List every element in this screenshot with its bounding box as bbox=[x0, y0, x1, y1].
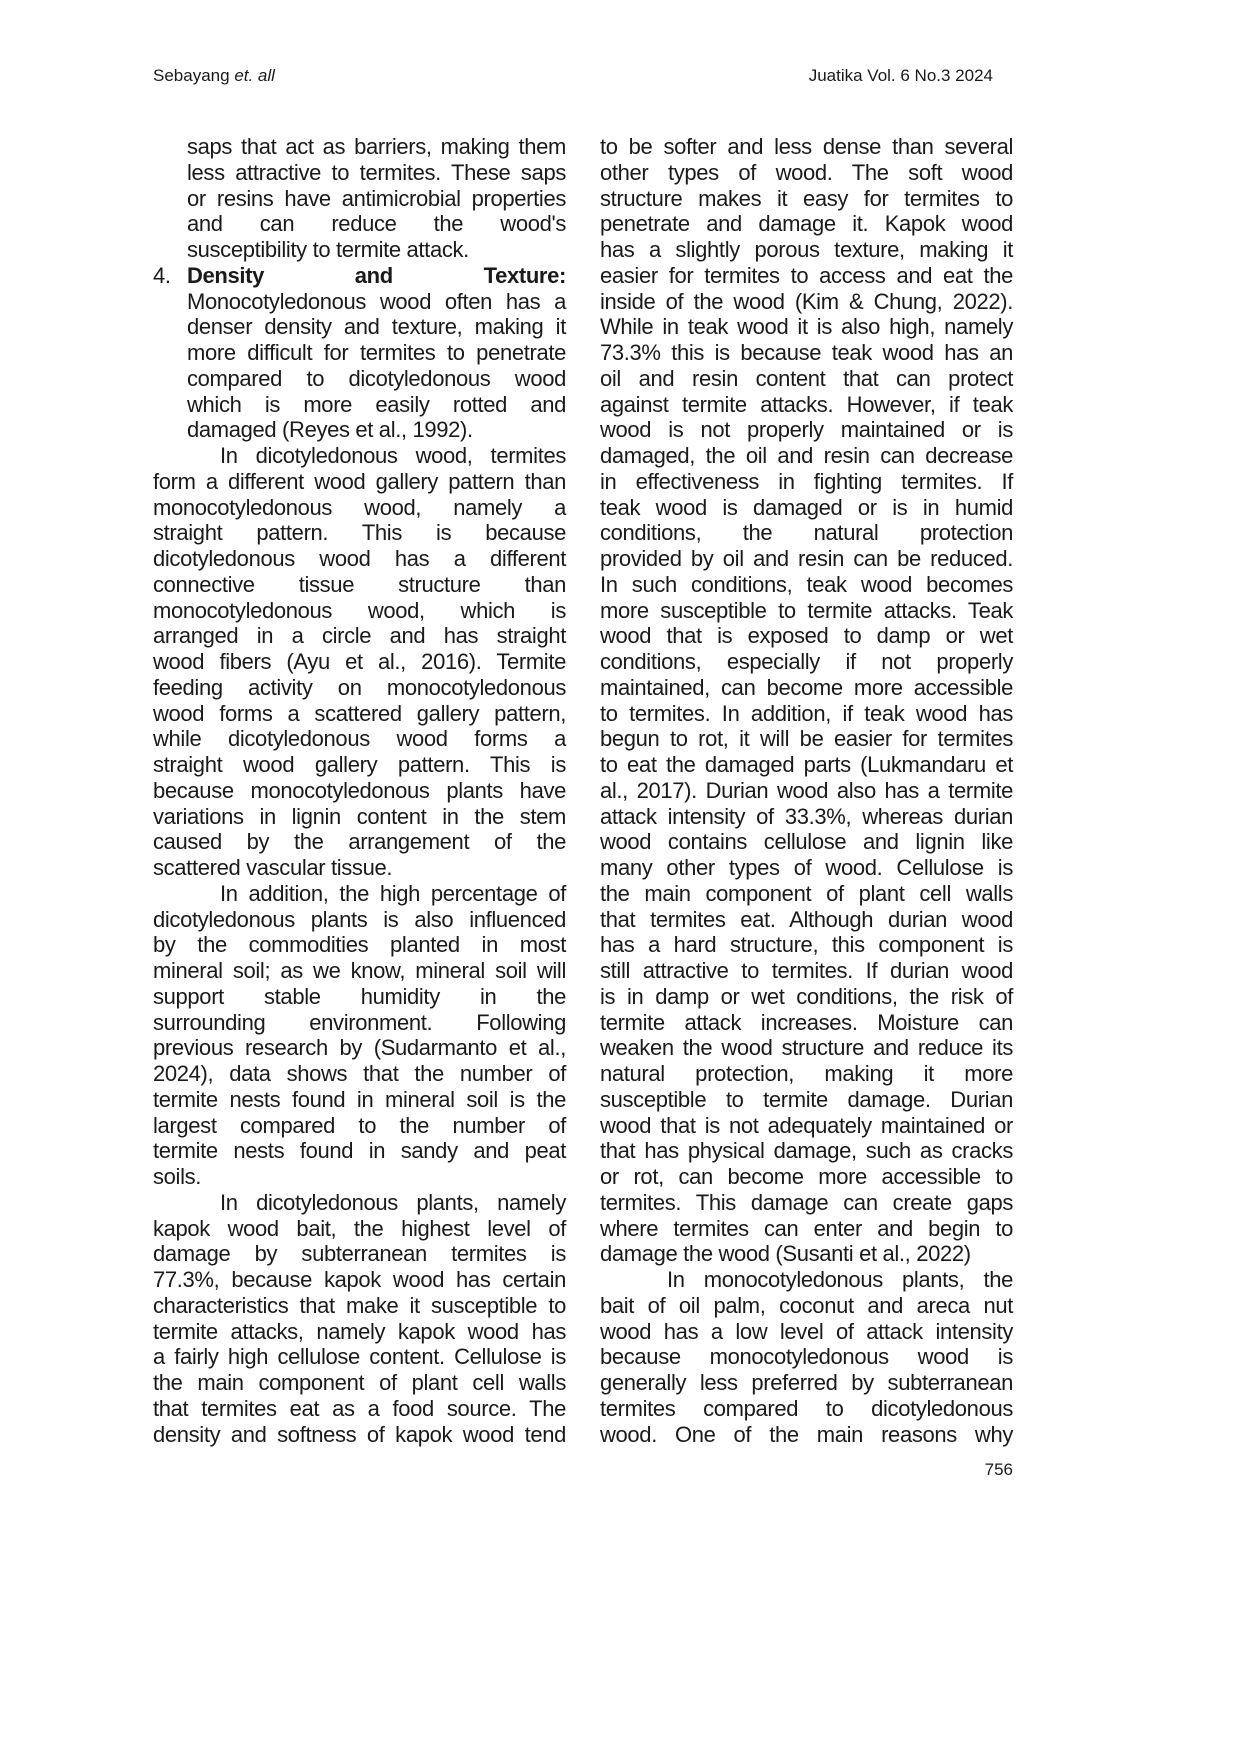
text-line bbox=[600, 932, 1013, 958]
line-text: bait of oil palm, coconut and areca nut bbox=[600, 1292, 1013, 1318]
line-text: more difficult for termites to penetrate bbox=[187, 340, 566, 365]
line-text: by the commodities planted in most bbox=[153, 932, 566, 958]
text-line bbox=[600, 1113, 1013, 1139]
text-line bbox=[153, 726, 566, 752]
line-text: more susceptible to termite attacks. Teak bbox=[600, 597, 1013, 623]
text-line bbox=[153, 417, 566, 443]
line-text: still attractive to termites. If durian wood bbox=[600, 958, 1013, 983]
line-text: generally less preferred by subterranean bbox=[600, 1370, 1013, 1395]
text-line bbox=[153, 443, 566, 469]
text-line bbox=[153, 160, 566, 186]
line-text: teak wood is damaged or is in humid bbox=[600, 494, 1013, 520]
text-line bbox=[600, 598, 1013, 624]
line-text: In addition, the high percentage of bbox=[220, 880, 566, 906]
text-line bbox=[600, 1138, 1013, 1164]
text-line bbox=[600, 1396, 1013, 1422]
line-text: Monocotyledonous wood often has a bbox=[187, 288, 566, 314]
line-text: dicotyledonous plants is also influenced bbox=[153, 906, 566, 932]
line-text: While in teak wood it is also high, namely bbox=[600, 314, 1013, 340]
text-line bbox=[153, 855, 566, 881]
text-line bbox=[153, 958, 566, 984]
text-line bbox=[600, 726, 1013, 752]
line-text: that termites eat. Although durian wood bbox=[600, 906, 1013, 932]
line-text: In dicotyledonous plants, namely bbox=[220, 1189, 566, 1215]
line-text: or resins have antimicrobial properties bbox=[187, 185, 566, 211]
text-line bbox=[153, 1087, 566, 1113]
text-line bbox=[600, 1344, 1013, 1370]
text-line bbox=[600, 314, 1013, 340]
text-line bbox=[153, 1370, 566, 1396]
line-text: because monocotyledonous plants have bbox=[153, 777, 566, 803]
text-line bbox=[153, 649, 566, 675]
line-text: conditions, especially if not properly bbox=[600, 649, 1013, 674]
line-text: soils. bbox=[153, 1164, 202, 1189]
author-suffix: et. all bbox=[234, 66, 275, 85]
text-line bbox=[600, 881, 1013, 907]
text-line bbox=[600, 701, 1013, 727]
text-line bbox=[600, 855, 1013, 881]
text-line bbox=[153, 392, 566, 418]
line-text: has a slightly porous texture, making it bbox=[600, 237, 1013, 262]
line-text: 73.3% this is because teak wood has an bbox=[600, 340, 1013, 365]
text-line bbox=[153, 1061, 566, 1087]
text-line bbox=[600, 392, 1013, 418]
text-line bbox=[153, 1396, 566, 1422]
line-text: inside of the wood (Kim & Chung, 2022). bbox=[600, 288, 1013, 314]
line-text: in effectiveness in fighting termites. If bbox=[600, 468, 1013, 494]
text-line bbox=[153, 520, 566, 546]
text-line bbox=[600, 340, 1013, 366]
text-line bbox=[153, 829, 566, 855]
text-line bbox=[600, 366, 1013, 392]
text-line bbox=[600, 1422, 1013, 1448]
line-text: termites. This damage can create gaps bbox=[600, 1189, 1013, 1215]
line-text: to be softer and less dense than several bbox=[600, 134, 1013, 159]
text-line bbox=[153, 984, 566, 1010]
line-text: monocotyledonous wood, which is bbox=[153, 597, 566, 623]
line-text: is in damp or wet conditions, the risk of bbox=[600, 983, 1013, 1009]
text-line bbox=[153, 495, 566, 521]
text-line bbox=[600, 237, 1013, 263]
paragraph bbox=[153, 443, 566, 881]
text-line bbox=[153, 932, 566, 958]
author-name: Sebayang bbox=[153, 66, 230, 85]
line-text: scattered vascular tissue. bbox=[153, 855, 393, 880]
line-text: maintained, can become more accessible bbox=[600, 674, 1013, 700]
line-text: damage by subterranean termites is bbox=[153, 1241, 566, 1267]
line-text: feeding activity on monocotyledonous bbox=[153, 674, 566, 700]
line-text: wood forms a scattered gallery pattern, bbox=[153, 700, 566, 726]
text-line bbox=[600, 1190, 1013, 1216]
line-text: oil and resin content that can protect bbox=[600, 365, 1013, 391]
line-text: monocotyledonous wood, namely a bbox=[153, 494, 566, 520]
text-line bbox=[153, 1241, 566, 1267]
text-line bbox=[153, 752, 566, 778]
text-line bbox=[600, 572, 1013, 598]
paragraph bbox=[600, 134, 1013, 1267]
text-line bbox=[153, 1293, 566, 1319]
text-line bbox=[600, 778, 1013, 804]
line-text: surrounding environment. Following bbox=[153, 1009, 566, 1035]
text-line bbox=[600, 263, 1013, 289]
line-text: while dicotyledonous wood forms a bbox=[153, 726, 566, 752]
line-text: al., 2017). Durian wood also has a termite bbox=[600, 777, 1013, 803]
line-text: susceptible to termite damage. Durian bbox=[600, 1086, 1013, 1112]
text-line bbox=[600, 804, 1013, 830]
line-text: connective tissue structure than bbox=[153, 571, 566, 597]
text-line bbox=[153, 340, 566, 366]
line-text: denser density and texture, making it bbox=[187, 314, 566, 340]
text-line bbox=[600, 1164, 1013, 1190]
line-text: to termites. In addition, if teak wood has bbox=[600, 700, 1013, 726]
line-text: begun to rot, it will be easier for termites bbox=[600, 726, 1013, 752]
line-text: susceptibility to termite attack. bbox=[187, 237, 469, 262]
text-line bbox=[153, 289, 566, 315]
text-line bbox=[153, 881, 566, 907]
line-text: termites compared to dicotyledonous bbox=[600, 1395, 1013, 1421]
line-text: many other types of wood. Cellulose is bbox=[600, 855, 1013, 880]
text-line bbox=[600, 469, 1013, 495]
line-text: wood. One of the main reasons why bbox=[600, 1421, 1013, 1447]
text-line bbox=[153, 804, 566, 830]
text-line bbox=[153, 701, 566, 727]
text-line bbox=[153, 907, 566, 933]
line-text: to eat the damaged parts (Lukmandaru et bbox=[600, 752, 1013, 777]
text-line bbox=[153, 1319, 566, 1345]
line-text: damage the wood (Susanti et al., 2022) bbox=[600, 1241, 971, 1267]
text-line bbox=[153, 1035, 566, 1061]
line-text: wood is not properly maintained or is bbox=[600, 417, 1013, 443]
text-line bbox=[600, 520, 1013, 546]
line-text: characteristics that make it susceptible to bbox=[153, 1292, 566, 1318]
line-text: where termites can enter and begin to bbox=[600, 1215, 1013, 1241]
text-line bbox=[600, 675, 1013, 701]
line-text: Density and Texture: bbox=[187, 262, 566, 288]
line-text: and can reduce the wood's bbox=[187, 211, 566, 237]
line-text: or rot, can become more accessible to bbox=[600, 1164, 1013, 1189]
text-line bbox=[153, 1164, 566, 1190]
line-text: conditions, the natural protection bbox=[600, 520, 1013, 546]
text-line bbox=[600, 1061, 1013, 1087]
line-text: because monocotyledonous wood is bbox=[600, 1344, 1013, 1370]
text-line bbox=[600, 443, 1013, 469]
line-text: provided by oil and resin can be reduced. bbox=[600, 546, 1013, 571]
line-text: has a hard structure, this component is bbox=[600, 932, 1013, 958]
text-line bbox=[600, 623, 1013, 649]
text-line bbox=[153, 366, 566, 392]
line-text: termite attacks, namely kapok wood has bbox=[153, 1318, 566, 1344]
text-line bbox=[600, 1035, 1013, 1061]
text-line bbox=[153, 598, 566, 624]
text-line bbox=[153, 675, 566, 701]
line-text: previous research by (Sudarmanto et al., bbox=[153, 1035, 566, 1061]
line-text: a fairly high cellulose content. Cellulose is bbox=[153, 1344, 566, 1370]
line-text: structure makes it easy for termites to bbox=[600, 185, 1013, 211]
text-line bbox=[153, 1010, 566, 1036]
line-text: which is more easily rotted and bbox=[187, 391, 566, 417]
line-text: against termite attacks. However, if teak bbox=[600, 391, 1013, 417]
text-line bbox=[600, 1370, 1013, 1396]
line-text: the main component of plant cell walls bbox=[153, 1370, 566, 1395]
line-text: wood that is exposed to damp or wet bbox=[600, 623, 1013, 649]
text-line bbox=[153, 134, 566, 160]
line-text: damaged, the oil and resin can decrease bbox=[600, 443, 1013, 468]
text-line bbox=[153, 469, 566, 495]
text-line bbox=[153, 186, 566, 212]
text-line bbox=[600, 134, 1013, 160]
text-line bbox=[600, 211, 1013, 237]
line-text: caused by the arrangement of the bbox=[153, 829, 566, 855]
line-text: saps that act as barriers, making them bbox=[187, 134, 566, 159]
list-marker: 4. bbox=[153, 262, 171, 288]
text-line bbox=[600, 1010, 1013, 1036]
line-text: 77.3%, because kapok wood has certain bbox=[153, 1267, 566, 1292]
line-text: less attractive to termites. These saps bbox=[187, 159, 566, 185]
line-text: variations in lignin content in the stem bbox=[153, 803, 566, 829]
line-text: 2024), data shows that the number of bbox=[153, 1061, 566, 1086]
text-line bbox=[153, 1422, 566, 1448]
line-text: wood has a low level of attack intensity bbox=[600, 1318, 1013, 1344]
text-line bbox=[600, 1267, 1013, 1293]
text-line bbox=[600, 958, 1013, 984]
line-text: other types of wood. The soft wood bbox=[600, 159, 1013, 185]
list-item-heading bbox=[153, 263, 566, 289]
text-line bbox=[600, 1319, 1013, 1345]
line-text: In dicotyledonous wood, termites bbox=[220, 443, 566, 468]
paragraph bbox=[153, 1190, 566, 1448]
line-text: dicotyledonous wood has a different bbox=[153, 546, 566, 571]
line-text: straight wood gallery pattern. This is bbox=[153, 752, 566, 777]
line-text: termite nests found in sandy and peat bbox=[153, 1138, 566, 1164]
text-line bbox=[153, 1344, 566, 1370]
right-column bbox=[600, 134, 1013, 1447]
text-line bbox=[600, 907, 1013, 933]
running-header-journal: Juatika Vol. 6 No.3 2024 bbox=[808, 66, 993, 85]
left-column bbox=[153, 134, 566, 1447]
line-text: wood fibers (Ayu et al., 2016). Termite bbox=[153, 649, 566, 674]
text-line bbox=[153, 237, 566, 263]
line-text: the main component of plant cell walls bbox=[600, 880, 1013, 906]
page-number: 756 bbox=[984, 1460, 1013, 1479]
line-text: weaken the wood structure and reduce its bbox=[600, 1035, 1013, 1061]
text-line bbox=[600, 1293, 1013, 1319]
line-text: straight pattern. This is because bbox=[153, 520, 566, 546]
text-line bbox=[600, 186, 1013, 212]
running-header-author bbox=[153, 64, 275, 88]
line-text: natural protection, making it more bbox=[600, 1061, 1013, 1086]
text-line bbox=[153, 211, 566, 237]
paragraph bbox=[153, 134, 566, 263]
text-line bbox=[600, 1216, 1013, 1242]
line-text: termite nests found in mineral soil is the bbox=[153, 1086, 566, 1112]
text-line bbox=[600, 984, 1013, 1010]
line-text: attack intensity of 33.3%, whereas durian bbox=[600, 803, 1013, 829]
text-line bbox=[153, 572, 566, 598]
line-text: easier for termites to access and eat the bbox=[600, 262, 1013, 288]
line-text: that has physical damage, such as cracks bbox=[600, 1138, 1013, 1164]
line-text: kapok wood bait, the highest level of bbox=[153, 1215, 566, 1241]
text-line bbox=[600, 546, 1013, 572]
text-line bbox=[153, 1138, 566, 1164]
line-text: largest compared to the number of bbox=[153, 1112, 566, 1138]
line-text: In monocotyledonous plants, the bbox=[667, 1267, 1013, 1292]
text-line bbox=[153, 314, 566, 340]
text-line bbox=[600, 1087, 1013, 1113]
text-line bbox=[600, 649, 1013, 675]
line-text: wood contains cellulose and lignin like bbox=[600, 829, 1013, 855]
line-text: mineral soil; as we know, mineral soil will bbox=[153, 958, 566, 983]
line-text: arranged in a circle and has straight bbox=[153, 623, 566, 649]
text-line bbox=[153, 546, 566, 572]
text-line bbox=[600, 417, 1013, 443]
line-text: penetrate and damage it. Kapok wood bbox=[600, 211, 1013, 237]
text-line bbox=[153, 1216, 566, 1242]
line-text: form a different wood gallery pattern than bbox=[153, 468, 566, 494]
text-line bbox=[600, 160, 1013, 186]
text-line bbox=[600, 829, 1013, 855]
line-text: support stable humidity in the bbox=[153, 983, 566, 1009]
text-line bbox=[600, 752, 1013, 778]
line-text: damaged (Reyes et al., 1992). bbox=[187, 417, 473, 443]
line-text: In such conditions, teak wood becomes bbox=[600, 571, 1013, 597]
text-line bbox=[153, 1113, 566, 1139]
text-line bbox=[600, 1241, 1013, 1267]
text-line bbox=[153, 1267, 566, 1293]
paragraph bbox=[153, 881, 566, 1190]
text-line bbox=[153, 1190, 566, 1216]
text-line bbox=[600, 289, 1013, 315]
line-text: wood that is not adequately maintained or bbox=[600, 1112, 1013, 1138]
line-text: density and softness of kapok wood tend bbox=[153, 1421, 566, 1447]
line-text: that termites eat as a food source. The bbox=[153, 1395, 566, 1421]
paragraph bbox=[600, 1267, 1013, 1447]
text-line bbox=[153, 623, 566, 649]
text-line bbox=[153, 778, 566, 804]
line-text: compared to dicotyledonous wood bbox=[187, 365, 566, 391]
list-item bbox=[153, 263, 566, 443]
line-text: termite attack increases. Moisture can bbox=[600, 1009, 1013, 1035]
text-line bbox=[600, 495, 1013, 521]
